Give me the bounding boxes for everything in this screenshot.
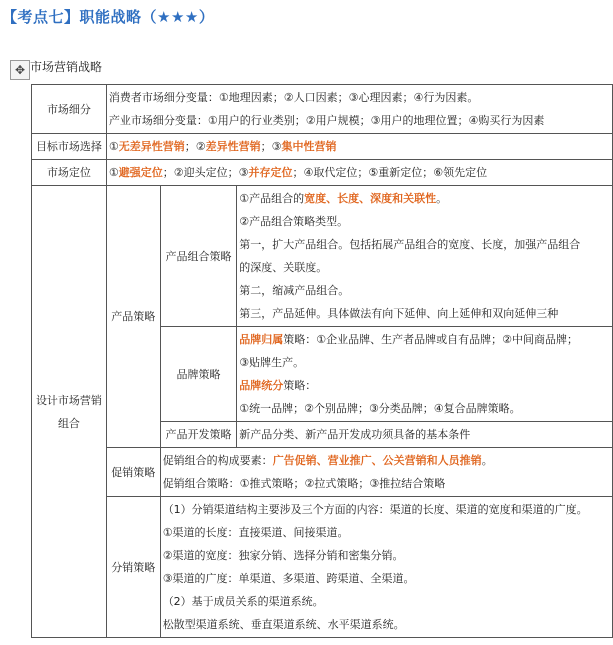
- development-content: 新产品分类、新产品开发成功须具备的基本条件: [237, 422, 613, 448]
- promotion-line: 促销组合策略：①推式策略；②拉式策略；③推拉结合策略: [162, 477, 446, 490]
- table-row: [32, 497, 613, 638]
- text-prefix: ；②: [184, 140, 206, 153]
- positioning-content: [106, 160, 612, 186]
- text-prefix: ；④取代定位；⑤重新定位；⑥领先定位: [292, 166, 488, 179]
- promotion-strategy-label: 促销策略: [106, 448, 160, 497]
- move-icon[interactable]: ✥: [10, 60, 30, 80]
- portfolio-line: 第一，扩大产品组合。包括拓展产品组合的宽度、长度，加强产品组合: [239, 238, 581, 251]
- portfolio-line: 的深度、关联度。: [239, 261, 328, 274]
- text-prefix: ①: [108, 140, 119, 153]
- distribution-line: （2）基于成员关系的渠道系统。: [162, 595, 324, 608]
- brand-line: ①统一品牌；②个别品牌；③分类品牌；④复合品牌策略。: [239, 402, 521, 415]
- segmentation-content: [106, 85, 612, 134]
- targeting-content: [106, 134, 612, 160]
- portfolio-strategy-label: 产品组合策略: [160, 186, 237, 327]
- promotion-line: 促销组合的构成要素：广告促销、营业推广、公关营销和人员推销。: [162, 454, 493, 467]
- development-strategy-label: 产品开发策略: [160, 422, 237, 448]
- highlight-text: 避强定位: [118, 166, 163, 179]
- design-label-line: 组合: [57, 416, 80, 430]
- section-subtitle: 市场营销战略: [30, 60, 103, 74]
- table-row: [32, 448, 613, 497]
- text-prefix: ；③: [260, 140, 282, 153]
- design-label-line: 设计市场营销: [35, 393, 102, 407]
- distribution-line: ③渠道的广度：单渠道、多渠道、跨渠道、全渠道。: [162, 572, 415, 585]
- highlight-text: 无差异性营销: [118, 140, 185, 153]
- distribution-line: （1）分销渠道结构主要涉及三个方面的内容：渠道的长度、渠道的宽度和渠道的广度。: [162, 503, 588, 516]
- distribution-line: 松散型渠道系统、垂直渠道系统、水平渠道系统。: [162, 618, 405, 631]
- consumer-segmentation-text: 消费者市场细分变量：①地理因素；②人口因素；③心理因素；④行为因素。: [108, 91, 479, 104]
- brand-line: 品牌统分策略：: [239, 379, 317, 392]
- row-label-positioning: 市场定位: [32, 160, 107, 186]
- table-row: [32, 160, 613, 186]
- portfolio-line: 第二，缩减产品组合。: [239, 284, 350, 297]
- table-row: [32, 186, 613, 327]
- promotion-content: [160, 448, 612, 497]
- distribution-line: ①渠道的长度：直接渠道、间接渠道。: [162, 526, 349, 539]
- portfolio-line: ①产品组合的宽度、长度、深度和关联性。: [239, 192, 448, 205]
- table-row: [32, 85, 613, 134]
- highlight-text: 并存定位: [248, 166, 293, 179]
- brand-content: [237, 327, 613, 422]
- brand-line: ③贴牌生产。: [239, 356, 305, 369]
- product-strategy-label: 产品策略: [106, 186, 160, 448]
- brand-line: 品牌归属策略：①企业品牌、生产者品牌或自有品牌；②中间商品牌；: [239, 333, 578, 346]
- strategy-table: [31, 84, 613, 638]
- distribution-line: ②渠道的宽度：独家分销、选择分销和密集分销。: [162, 549, 404, 562]
- highlight-text: 集中性营销: [281, 140, 337, 153]
- table-row: [32, 134, 613, 160]
- distribution-strategy-label: 分销策略: [106, 497, 160, 638]
- portfolio-line: 第三，产品延伸。具体做法有向下延伸、向上延伸和双向延伸三种: [239, 307, 559, 320]
- portfolio-line: ②产品组合策略类型。: [239, 215, 349, 228]
- row-label-targeting: 目标市场选择: [32, 134, 107, 160]
- page-title: 【考点七】职能战略（★★★）: [2, 8, 215, 26]
- portfolio-content: [237, 186, 613, 327]
- text-prefix: ；②迎头定位；③: [162, 166, 249, 179]
- row-label-design: [32, 186, 107, 638]
- row-label-segmentation: 市场细分: [32, 85, 107, 134]
- text-prefix: ①: [108, 166, 119, 179]
- brand-strategy-label: 品牌策略: [160, 327, 237, 422]
- industrial-segmentation-text: 产业市场细分变量：①用户的行业类别；②用户规模；③用户的地理位置；④购买行为因素: [108, 114, 545, 127]
- distribution-content: [160, 497, 612, 638]
- highlight-text: 差异性营销: [205, 140, 261, 153]
